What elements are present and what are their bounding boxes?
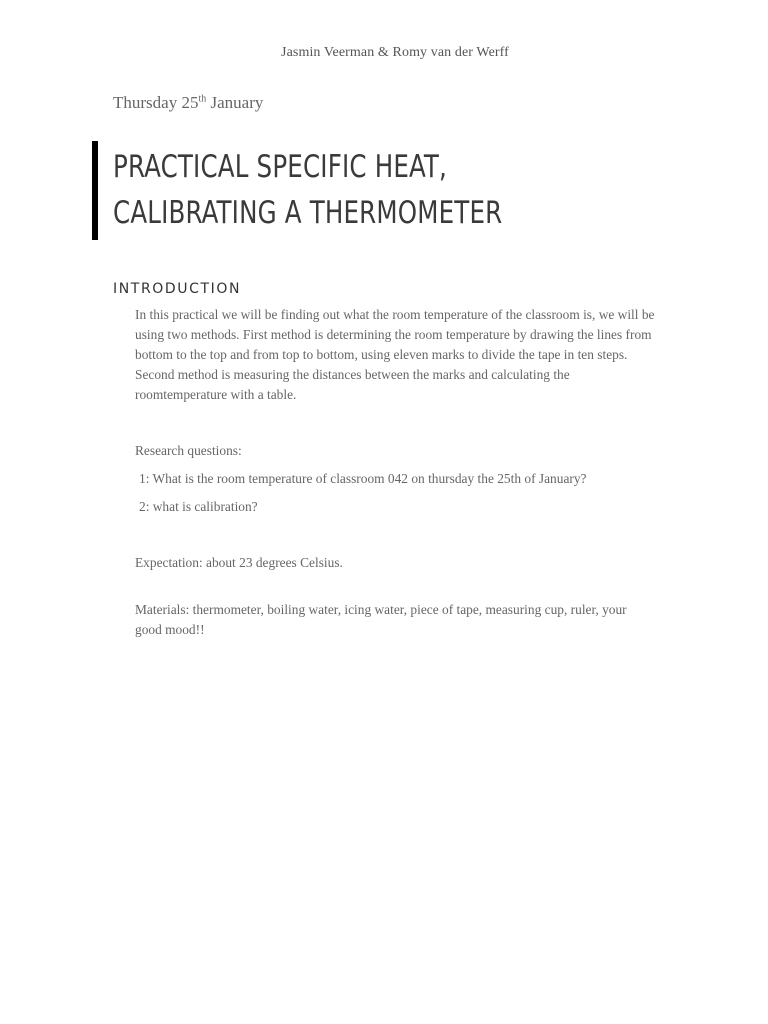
document-date bbox=[113, 93, 263, 113]
title-accent-bar bbox=[92, 141, 98, 240]
title-line-1: PRACTICAL SPECIFIC HEAT, bbox=[113, 149, 447, 185]
research-questions-label: Research questions: bbox=[135, 443, 242, 458]
date-ordinal-suffix: th bbox=[198, 93, 207, 105]
date-month: January bbox=[210, 93, 264, 112]
document-title bbox=[113, 144, 659, 236]
introduction-heading: INTRODUCTION bbox=[113, 281, 242, 297]
date-day: Thursday 25 bbox=[113, 93, 199, 112]
expectation-text: Expectation: about 23 degrees Celsius. bbox=[135, 555, 343, 570]
introduction-paragraph: In this practical we will be finding out what the room temperature of the classroom is, we will be using two methods. First method is determining the room temperature by drawing the lines from bottom to the top and from top to bottom, using eleven marks to divide the tape in ten steps. Second method is measuring the distances between the marks and calculating the roomtemperature with a table. bbox=[135, 307, 655, 402]
research-question-2: 2: what is calibration? bbox=[139, 499, 258, 514]
title-line-2: CALIBRATING A THERMOMETER bbox=[113, 195, 503, 231]
materials-text: Materials: thermometer, boiling water, icing water, piece of tape, measuring cup, ruler, your good mood!! bbox=[135, 602, 627, 637]
research-question-1: 1: What is the room temperature of classroom 042 on thursday the 25th of January? bbox=[139, 471, 587, 486]
header-authors: Jasmin Veerman & Romy van der Werff bbox=[281, 45, 509, 60]
